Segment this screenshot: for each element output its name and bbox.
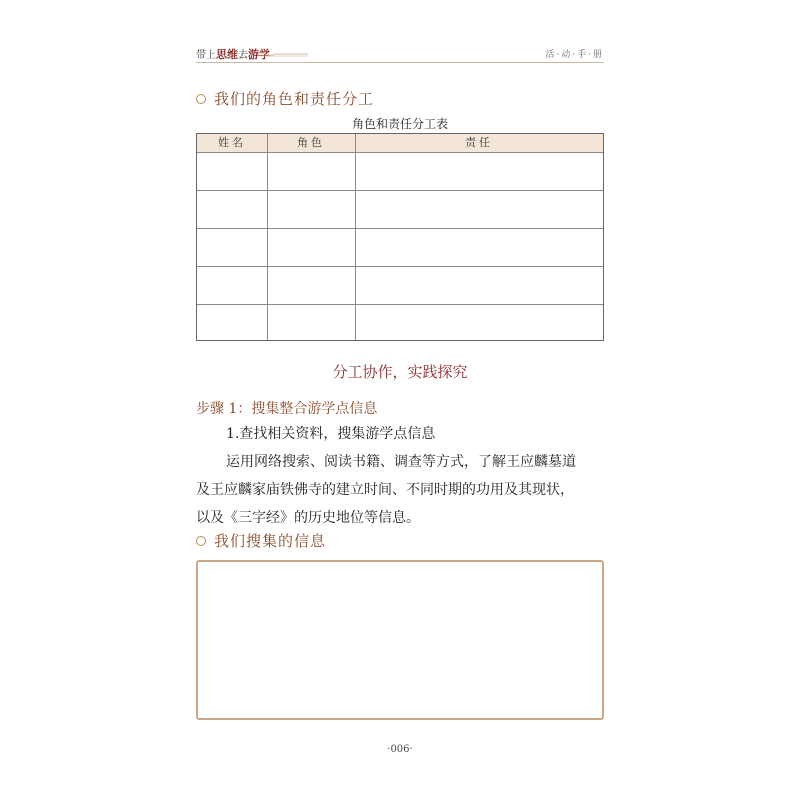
section-heading-text: 我们搜集的信息 bbox=[214, 532, 327, 550]
header-prefix: 带上 bbox=[196, 50, 216, 61]
section-heading-text: 我们的角色和责任分工 bbox=[214, 90, 375, 108]
body-line-1: 1.查找相关资料，搜集游学点信息 bbox=[226, 426, 436, 442]
table-row-divider bbox=[197, 228, 603, 229]
table-header-role: 角色 bbox=[297, 136, 325, 149]
body-line-4: 以及《三字经》的历史地位等信息。 bbox=[196, 510, 420, 526]
table-column-divider bbox=[267, 134, 268, 340]
header-highlight-2: 游学 bbox=[248, 48, 270, 61]
roles-table bbox=[196, 133, 604, 341]
table-row-divider bbox=[197, 190, 603, 191]
body-line-3: 及王应麟家庙铁佛寺的建立时间、不同时期的功用及其现状， bbox=[196, 482, 574, 498]
table-header-duty: 责任 bbox=[465, 136, 493, 149]
header-divider bbox=[196, 62, 604, 63]
table-column-divider bbox=[355, 134, 356, 340]
section-heading-roles bbox=[196, 88, 374, 109]
collected-info-box[interactable] bbox=[196, 560, 604, 720]
step-1-heading: 步骤 1：搜集整合游学点信息 bbox=[196, 401, 378, 417]
header-handbook-label: 活·动·手·册 bbox=[545, 50, 604, 60]
center-section-title: 分工协作，实践探究 bbox=[332, 363, 468, 381]
header-highlight-1: 思维 bbox=[216, 48, 238, 61]
table-header-name: 姓名 bbox=[218, 136, 246, 149]
circle-bullet-icon bbox=[196, 536, 206, 546]
page-number: ·006· bbox=[387, 744, 413, 755]
table-header-row bbox=[197, 134, 603, 153]
section-heading-collected-info bbox=[196, 530, 326, 551]
header-mid: 去 bbox=[238, 50, 248, 61]
header-decoration-icon bbox=[256, 50, 310, 58]
body-line-2: 运用网络搜索、阅读书籍、调查等方式，了解王应麟墓道 bbox=[226, 454, 576, 470]
table-row-divider bbox=[197, 266, 603, 267]
table-caption: 角色和责任分工表 bbox=[351, 117, 448, 131]
circle-bullet-icon bbox=[196, 94, 206, 104]
table-row-divider bbox=[197, 304, 603, 305]
